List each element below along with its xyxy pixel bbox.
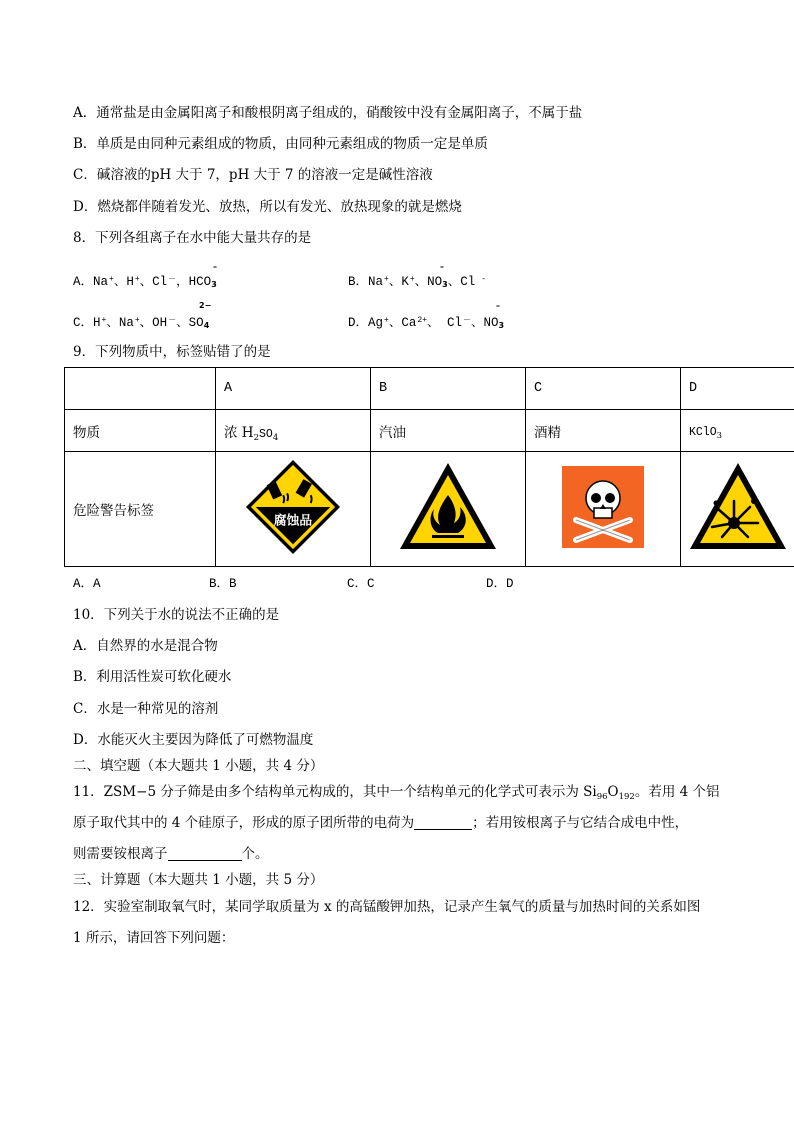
q9-option-c: C．C [347, 577, 375, 591]
q9-substance-b: 汽油 [371, 410, 526, 452]
q8-a-cl: 、Cl [139, 275, 168, 289]
q11-si-subscript: 96 [596, 792, 608, 802]
q8-option-d [348, 314, 504, 334]
q11-line1-text: 11．ZSM−5 分子筛是由多个结构单元构成的，其中一个结构单元的化学式可表示为 Si [73, 784, 597, 800]
corrosive-icon-text: 腐蚀品 [273, 513, 313, 529]
corrosive-icon [244, 458, 342, 556]
q10-option-a: A．自然界的水是混合物 [73, 638, 218, 654]
q8-c-so-sub: 4 [203, 321, 210, 330]
q8-c-na-charge: + [134, 316, 140, 325]
q9-header-c: C [526, 368, 681, 410]
q9-header-row [65, 368, 794, 410]
q8-b-no: 、NO [414, 275, 443, 289]
q8-option-b [348, 273, 486, 293]
q11-line1-end: 。若用 4 个铝 [634, 784, 720, 800]
q9-substance-c: 酒精 [526, 410, 681, 452]
q7-option-d: D．燃烧都伴随着发光、放热，所以有发光、放热现象的就是燃烧 [73, 199, 462, 215]
q8-c-h-charge: + [101, 316, 107, 325]
q11-line3-end: 个。 [241, 846, 269, 862]
q8-d-no-charge: – [496, 301, 500, 310]
q8-c-oh-charge: － [168, 316, 177, 325]
q9-label-d [681, 452, 794, 567]
q11-line3-text: 则需要铵根离子 [73, 846, 168, 862]
q8-b-na-charge: + [384, 275, 389, 284]
q8-a-hco: ，HCO [176, 275, 212, 289]
q11-o-subscript: 192 [618, 792, 635, 802]
q9-label-c [526, 452, 681, 567]
q9-table [64, 367, 794, 567]
q9-label-row [65, 452, 794, 567]
q8-d-no-sub: 3 [498, 321, 505, 330]
q9-header-d: D [681, 368, 794, 410]
q8-b-k-charge: + [409, 275, 415, 284]
q8-c-so-charge: 2− [199, 301, 212, 310]
q8-d-ag-charge: + [384, 316, 389, 325]
q8-a-hco-charge: – [213, 262, 217, 271]
q8-a-cl-charge: － [168, 275, 177, 284]
q12-line2: 1 所示，请回答下列问题： [73, 930, 235, 946]
q7-option-c-part2: pH 大于 7，pH 大于 7 的溶液一定是碱性溶液 [150, 167, 433, 183]
q9-substance-row [65, 410, 794, 452]
q8-b-cl-charge: - [481, 275, 487, 284]
q8-d-cl-charge: － [462, 316, 471, 325]
q7-option-c-part1: C．碱溶液的 [73, 167, 151, 183]
q11-line1 [73, 783, 720, 803]
q8-a-na: A．Na [73, 275, 109, 289]
q7-option-a: A．通常盐是由金属阳离子和酸根阴离子组成的，硝酸铵中没有金属阳离子，不属于盐 [73, 105, 583, 121]
q9-substance-a-part1: 浓 H [224, 424, 254, 441]
explosive-icon [688, 461, 788, 553]
q9-substance-label: 物质 [65, 410, 216, 452]
q11-blank-charge[interactable] [414, 815, 472, 830]
q8-d-ca: 、Ca [388, 316, 417, 330]
q8-d-ca-charge: 2+ [417, 316, 427, 325]
q9-substance-a-part2: SO [259, 427, 273, 441]
q8-title: 8．下列各组离子在水中能大量共存的是 [73, 230, 312, 246]
q8-b-no-sub: 3 [442, 280, 448, 289]
q9-substance-d-sub: 3 [716, 430, 723, 441]
q9-header-empty [65, 368, 216, 410]
q8-c-na: 、Na [106, 316, 134, 330]
q8-d-ag: D．Ag [348, 316, 384, 330]
q8-option-c [73, 314, 209, 334]
q10-option-c: C．水是一种常见的溶剂 [73, 701, 219, 717]
q9-option-b: B．B [209, 577, 237, 591]
q12-line1: 12．实验室制取氧气时，某同学取质量为 x 的高锰酸钾加热，记录产生氧气的质量与加热时间的关系如图 [73, 899, 701, 915]
q8-a-h-charge: + [134, 275, 140, 284]
section-calculation-title: 三、计算题（本大题共 1 小题，共 5 分） [73, 872, 324, 888]
q8-b-no-charge: – [440, 262, 444, 271]
q10-option-d: D．水能灭火主要因为降低了可燃物温度 [73, 732, 314, 748]
q8-c-oh: 、OH [139, 316, 168, 330]
q8-a-na-charge: + [109, 275, 114, 284]
q8-b-k: 、K [388, 275, 409, 289]
q7-option-b: B．单质是由同种元素组成的物质，由同种元素组成的物质一定是单质 [73, 136, 488, 152]
q8-c-h: C．H [73, 316, 101, 330]
q11-o-symbol: O [607, 784, 619, 800]
q11-line3 [73, 845, 269, 863]
q9-substance-d [681, 410, 794, 452]
q8-d-no: 、NO [470, 316, 499, 330]
q11-blank-ammonium-count[interactable] [168, 846, 242, 861]
q8-c-so: 、SO [176, 316, 204, 330]
q8-option-a [73, 273, 217, 293]
flammable-icon [398, 461, 498, 553]
q8-d-cl: 、 Cl [426, 316, 462, 330]
q11-line2 [73, 814, 688, 832]
q9-label-label: 危险警告标签 [65, 452, 216, 567]
q8-a-hco-sub: 3 [211, 280, 217, 289]
q9-substance-a-sub2: 4 [272, 432, 279, 443]
q11-line2-text: 原子取代其中的 4 个硅原子，形成的原子团所带的电荷为 [73, 815, 415, 831]
section-fill-in-title: 二、填空题（本大题共 1 小题，共 4 分） [73, 758, 324, 774]
q9-option-a: A．A [73, 577, 101, 591]
q10-option-b: B．利用活性炭可软化硬水 [73, 669, 232, 685]
q9-substance-a-sub1: 2 [253, 432, 259, 443]
q9-header-a: A [216, 368, 371, 410]
q7-option-c [73, 166, 433, 184]
q9-header-b: B [371, 368, 526, 410]
q8-b-cl: 、Cl [447, 275, 476, 289]
q9-title: 9．下列物质中，标签贴错了的是 [73, 344, 271, 360]
q9-label-a [216, 452, 371, 567]
q9-substance-d-part1: KClO [689, 425, 717, 439]
q9-option-d: D．D [486, 577, 514, 591]
q8-b-na: B．Na [348, 275, 384, 289]
q11-line2-end: ；若用铵根离子与它结合成电中性， [472, 815, 689, 831]
q9-substance-a [216, 410, 371, 452]
q9-label-b [371, 452, 526, 567]
q10-title: 10．下列关于水的说法不正确的是 [73, 607, 280, 623]
toxic-icon [562, 466, 644, 548]
q8-a-h: 、H [113, 275, 134, 289]
